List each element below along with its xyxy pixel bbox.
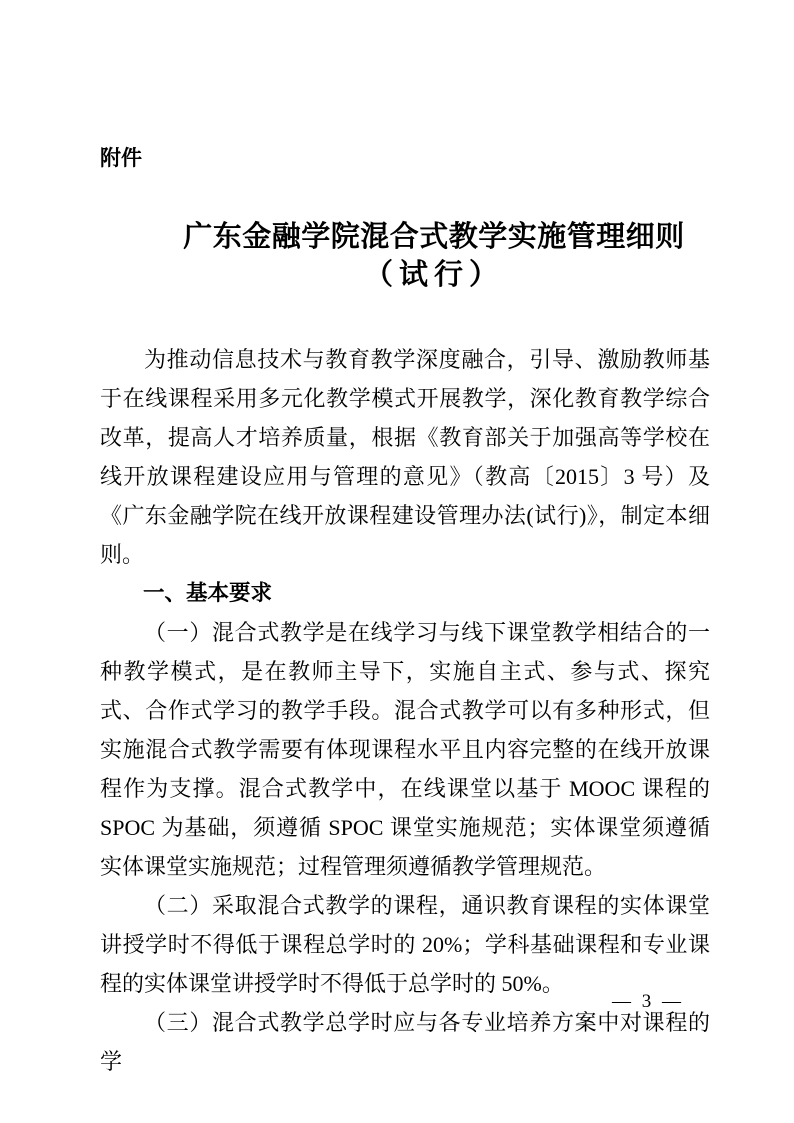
doc-title-text: 广东金融学院混合式教学实施管理细则 [183,221,685,253]
attachment-label: 附件 [100,147,142,170]
item-2-paragraph: （二）采取混合式教学的课程，通识教育课程的实体课堂讲授学时不得低于课程总学时的 20%；学科基础课程和专业课程的实体课堂讲授学时不得低于总学时的 50%。 [100,893,710,996]
intro-paragraph: 为推动信息技术与教育教学深度融合，引导、激励教师基于在线课程采用多元化教学模式开展教学，深化教育教学综合改革，提高人才培养质量，根据《教育部关于加强高等学校在线开放课程建设应用与管理的意见》（教高〔2015〕3 号）及《广东金融学院在线开放课程建设管理办法(试行)》，制定本细则。 [100,347,710,567]
doc-body [100,340,710,1081]
doc-title [100,218,710,294]
page-number: — 3 — [612,991,684,1012]
item-3-paragraph: （三）混合式教学总学时应与各专业培养方案中对课程的学 [100,1010,710,1074]
item-1-paragraph: （一）混合式教学是在线学习与线下课堂教学相结合的一种教学模式，是在教师主导下，实施自主式、参与式、探究式、合作式学习的教学手段。混合式教学可以有多种形式，但实施混合式教学需要有体现课程水平且内容完整的在线开放课程作为支撑。混合式教学中，在线课堂以基于 MOOC 课程的 SPOC 为基础，须遵循 SPOC 课堂实施规范；实体课堂须遵循实体课堂实施规范；过程管理须遵循教学管理规范。 [100,620,710,879]
doc-subtitle-text: （试行） [363,259,504,291]
section-1-heading: 一、基本要求 [143,581,273,605]
